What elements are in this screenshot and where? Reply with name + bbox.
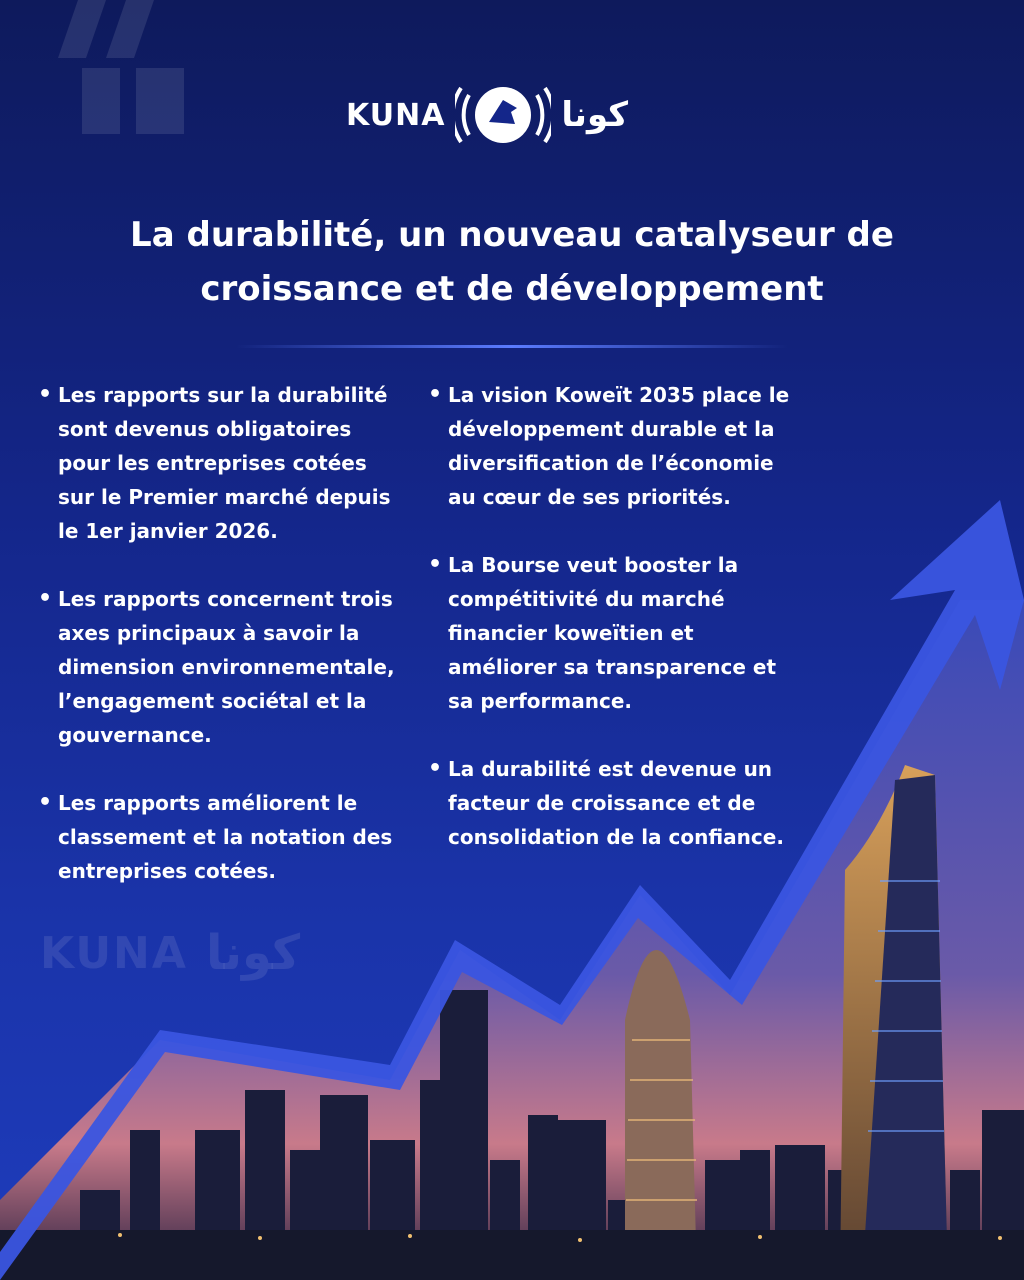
list-item: • La durabilité est devenue un facteur de croissance et de consolidation de la confiance. <box>428 752 808 854</box>
list-item: • Les rapports sur la durabilité sont devenus obligatoires pour les entreprises cotées sur le Premier marché depuis le 1er janvier 2026. <box>38 378 408 548</box>
title-divider <box>236 345 788 348</box>
kuna-logo <box>346 70 678 160</box>
kuna-emblem-icon <box>455 70 551 160</box>
decorative-stripes <box>48 0 188 140</box>
watermark-arabic-text: كونا <box>205 925 300 981</box>
list-item: • Les rapports concernent trois axes principaux à savoir la dimension environnementale, l’engagement sociétal et la gouvernance. <box>38 582 408 752</box>
list-item: • La Bourse veut booster la compétitivité du marché financier koweïtien et améliorer sa transparence et sa performance. <box>428 548 808 718</box>
kuna-watermark <box>40 925 300 981</box>
logo-arabic-text: كونا <box>561 95 629 135</box>
bullet-list-left <box>38 378 408 888</box>
logo-latin-text: KUNA <box>346 97 446 133</box>
bullet-list-right <box>428 378 808 854</box>
watermark-latin-text: KUNA <box>40 927 188 979</box>
list-item: • La vision Koweït 2035 place le développement durable et la diversification de l’économie au cœur de ses priorités. <box>428 378 808 514</box>
list-item: • Les rapports améliorent le classement et la notation des entreprises cotées. <box>38 786 408 888</box>
page-title: La durabilité, un nouveau catalyseur de croissance et de développement <box>130 215 894 309</box>
